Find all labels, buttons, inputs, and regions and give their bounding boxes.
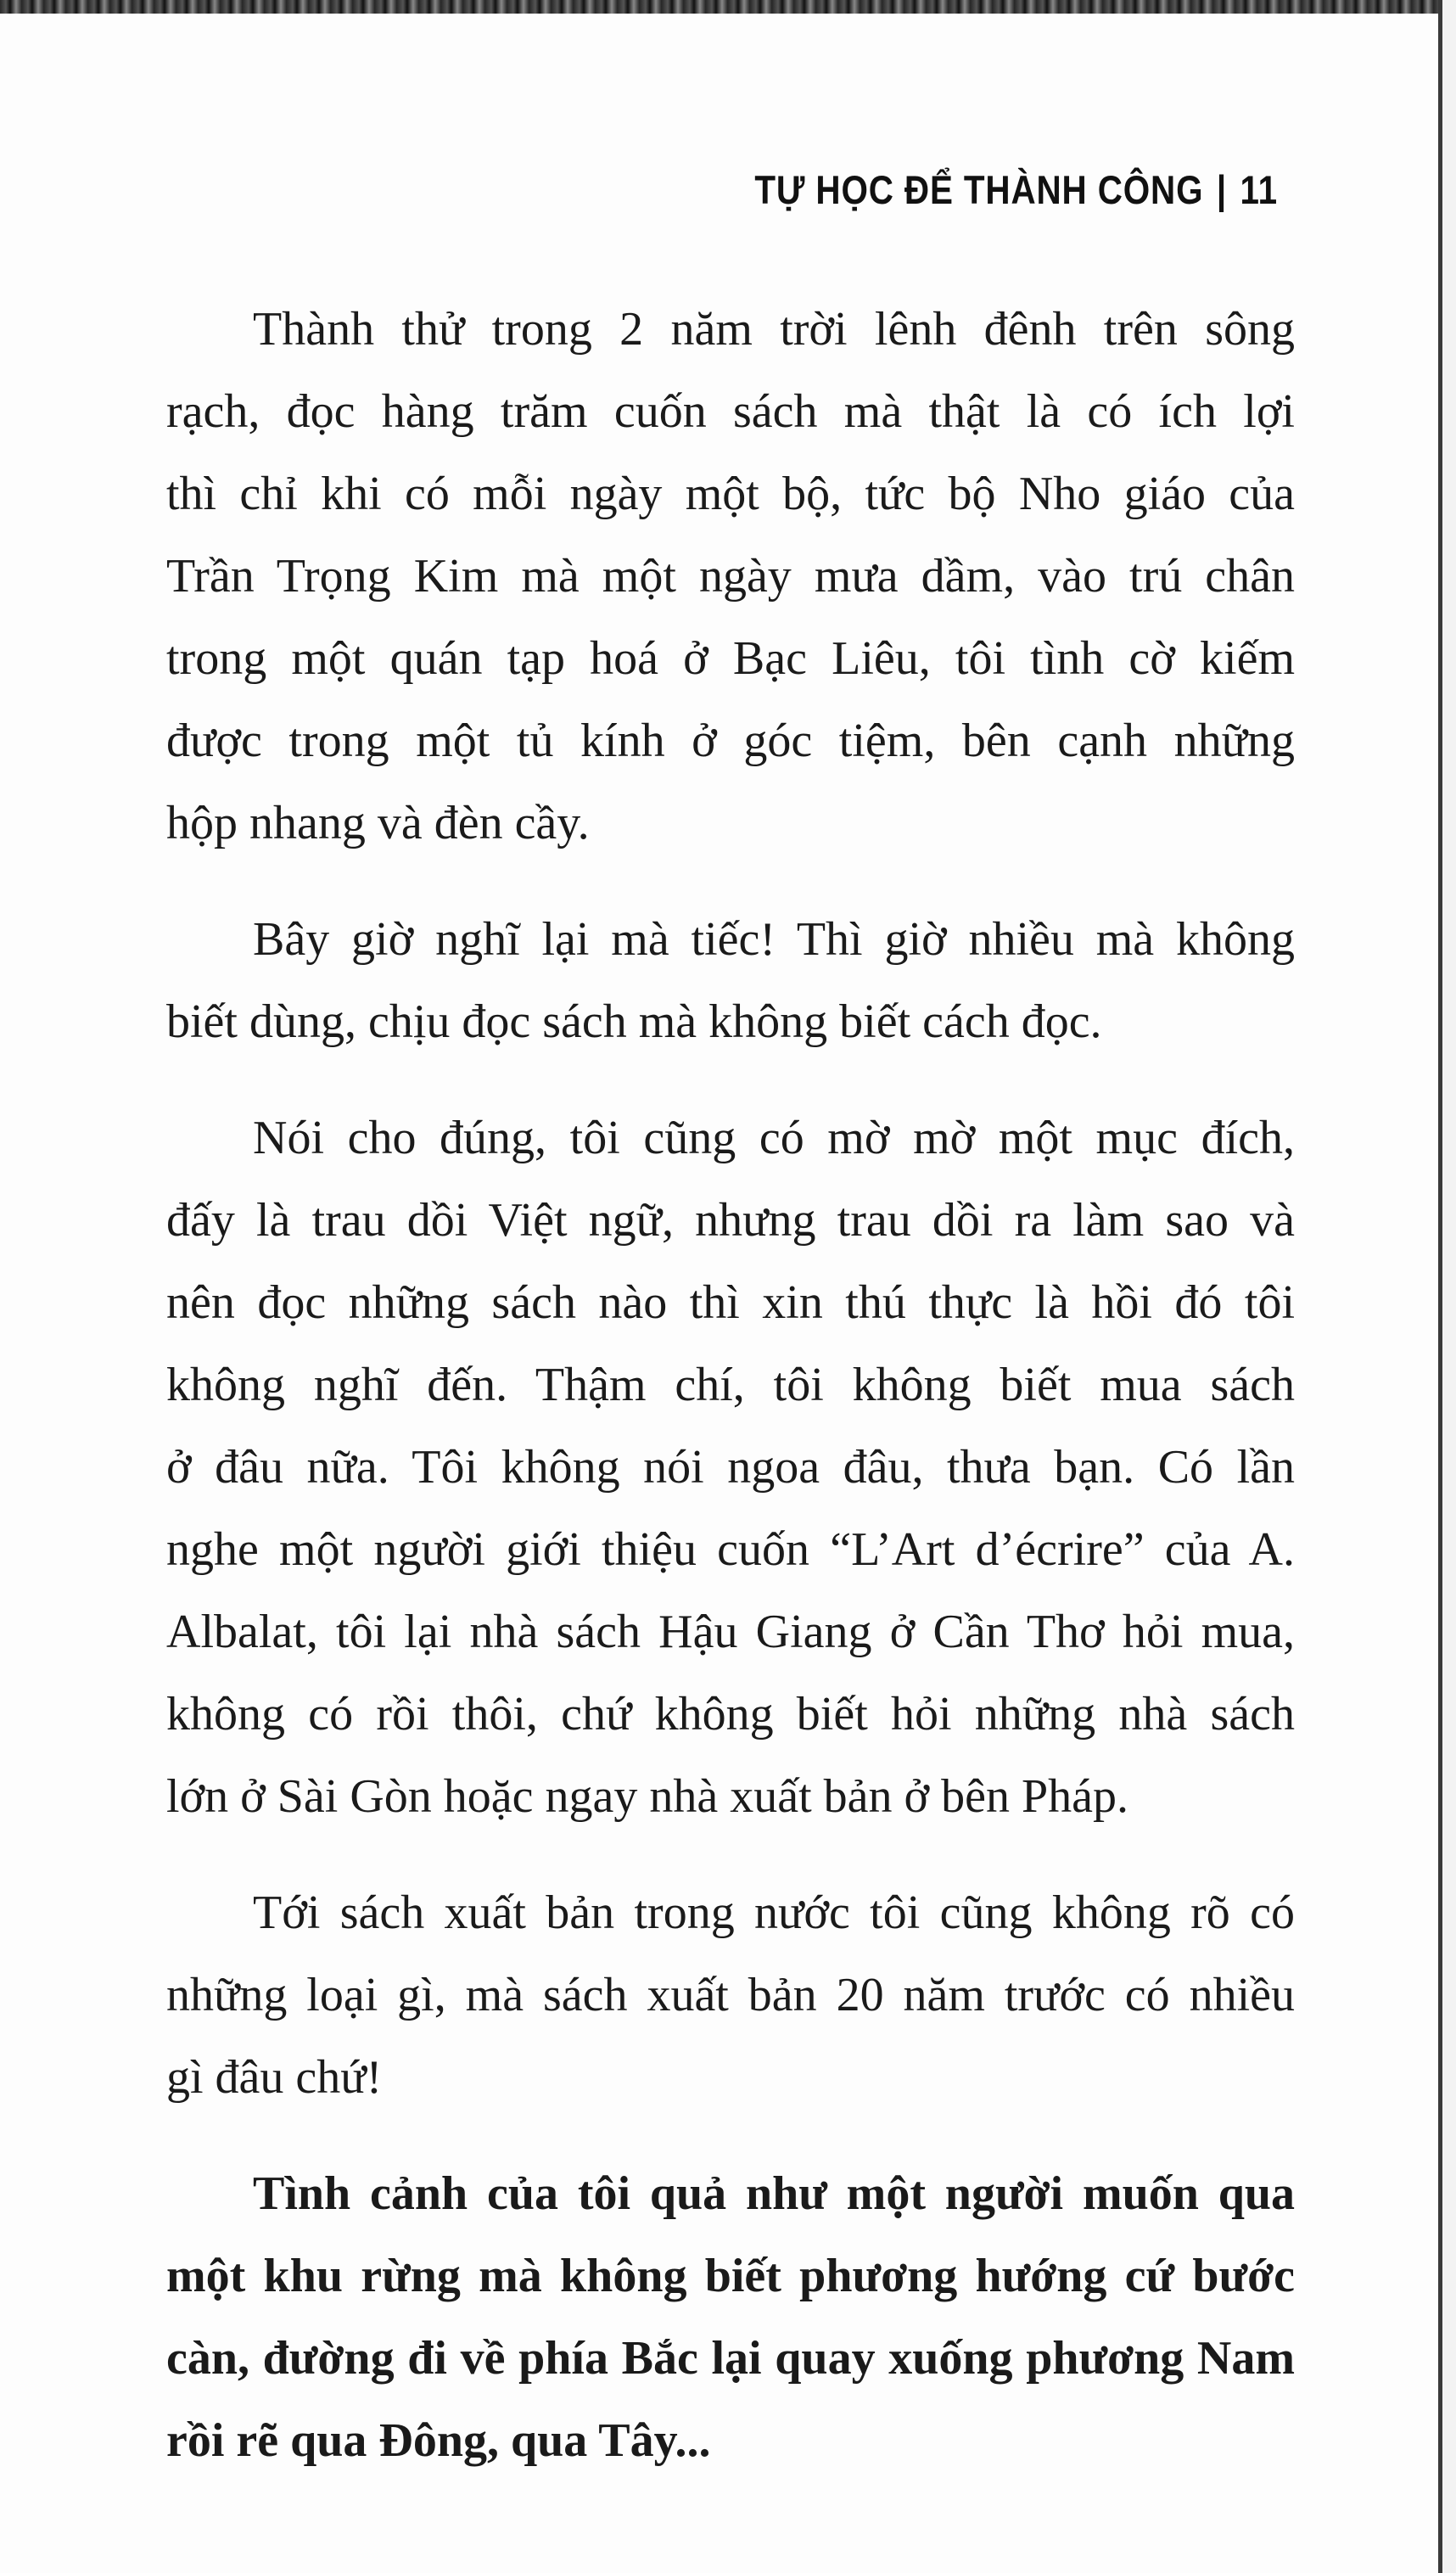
paragraph-2 — [166, 899, 1295, 1063]
text-line: được trong một tủ kính ở góc tiệm, bên cạnh những — [166, 715, 1295, 767]
text-line: thì chỉ khi có mỗi ngày một bộ, tức bộ Nho giáo của — [166, 468, 1295, 520]
text-line: Tình cảnh của tôi quả như một người muốn qua — [253, 2167, 1295, 2220]
scan-top-edge — [0, 0, 1456, 14]
text-line: không nghĩ đến. Thậm chí, tôi không biết mua sách — [166, 1359, 1295, 1411]
text-line: Tới sách xuất bản trong nước tôi cũng không rõ có — [253, 1886, 1295, 1939]
text-line: trong một quán tạp hoá ở Bạc Liêu, tôi tình cờ kiếm — [166, 632, 1295, 685]
text-line: rạch, đọc hàng trăm cuốn sách mà thật là có ích lợi — [166, 385, 1295, 438]
text-line: một khu rừng mà không biết phương hướng cứ bước — [166, 2250, 1295, 2302]
text-line: Trần Trọng Kim mà một ngày mưa dầm, vào trú chân — [166, 550, 1295, 603]
text-line: hộp nhang và đèn cầy. — [166, 797, 590, 849]
paragraph-3 — [166, 1097, 1295, 1838]
book-title: TỰ HỌC ĐỂ THÀNH CÔNG — [754, 167, 1204, 212]
paragraph-1 — [166, 289, 1295, 865]
header-separator: | — [1216, 167, 1228, 212]
text-line: Thành thử trong 2 năm trời lênh đênh trên sông — [253, 303, 1295, 356]
text-line: gì đâu chứ! — [166, 2051, 383, 2104]
text-line: càn, đường đi về phía Bắc lại quay xuống phương Nam — [166, 2332, 1295, 2385]
scan-right-edge — [1438, 0, 1442, 2573]
text-line: nên đọc những sách nào thì xin thú thực là hồi đó tôi — [166, 1276, 1295, 1329]
text-line: Bây giờ nghĩ lại mà tiếc! Thì giờ nhiều mà không — [253, 913, 1295, 966]
text-line: không có rồi thôi, chứ không biết hỏi những nhà sách — [166, 1688, 1295, 1741]
body-text — [166, 289, 1295, 2516]
text-line: nghe một người giới thiệu cuốn “L’Art d’écrire” của A. — [166, 1523, 1295, 1576]
text-line: đấy là trau dồi Việt ngữ, nhưng trau dồi ra làm sao và — [166, 1194, 1295, 1247]
page-number: 11 — [1240, 167, 1278, 212]
text-line: những loại gì, mà sách xuất bản 20 năm trước có nhiều — [166, 1969, 1295, 2021]
text-line: Albalat, tôi lại nhà sách Hậu Giang ở Cần Thơ hỏi mua, — [166, 1606, 1295, 1658]
text-line: lớn ở Sài Gòn hoặc ngay nhà xuất bản ở bên Pháp. — [166, 1770, 1128, 1823]
running-header — [754, 166, 1278, 213]
paragraph-4 — [166, 1872, 1295, 2119]
text-line: Nói cho đúng, tôi cũng có mờ mờ một mục đích, — [253, 1112, 1295, 1164]
text-line: biết dùng, chịu đọc sách mà không biết cách đọc. — [166, 995, 1102, 1048]
scan-right-margin — [1442, 0, 1456, 2573]
text-line: rồi rẽ qua Đông, qua Tây... — [166, 2414, 711, 2467]
paragraph-5 — [166, 2153, 1295, 2482]
text-line: ở đâu nữa. Tôi không nói ngoa đâu, thưa bạn. Có lần — [166, 1441, 1295, 1494]
